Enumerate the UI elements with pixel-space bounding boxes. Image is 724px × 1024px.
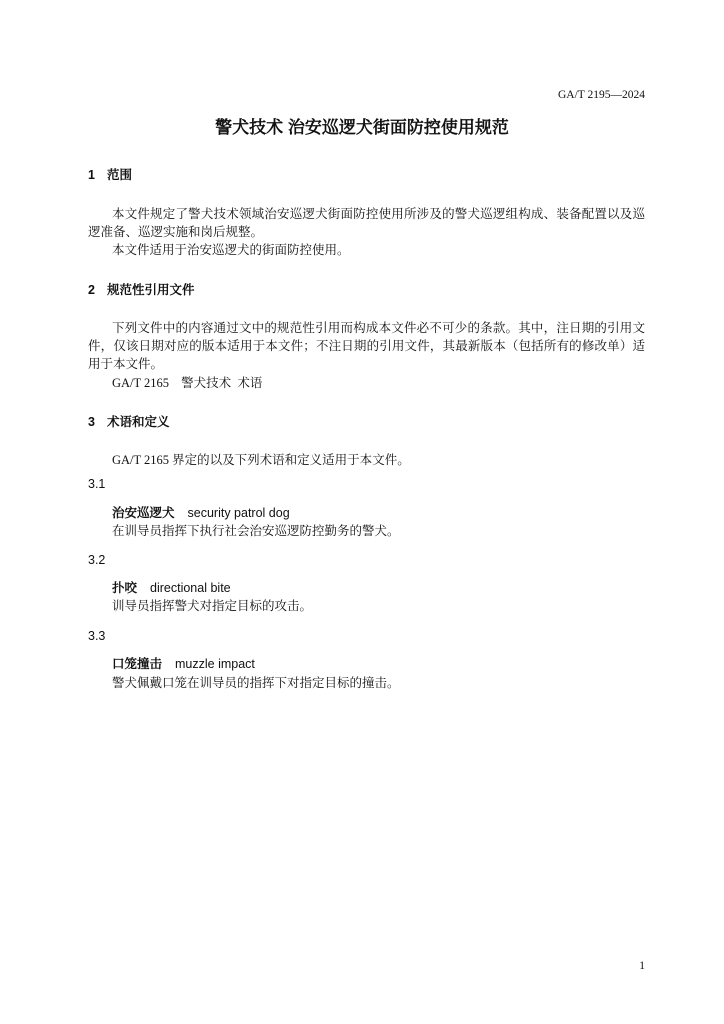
section-title: 规范性引用文件: [107, 283, 195, 297]
term-number: 3.1: [88, 477, 106, 491]
paragraph-line: GA/T 2165 界定的以及下列术语和定义适用于本文件。: [112, 453, 410, 467]
term-chinese: 扑咬: [112, 581, 138, 595]
section-title: 术语和定义: [107, 415, 170, 429]
paragraph-line: 本文件适用于治安巡逻犬的街面防控使用。: [112, 243, 350, 257]
document-number: GA/T 2195—2024: [558, 89, 645, 101]
page-number: 1: [639, 960, 645, 972]
section-heading-2: [88, 281, 195, 299]
term-entry: [112, 655, 645, 673]
term-entry: [112, 504, 645, 522]
term-entry: [112, 579, 645, 597]
term-definition: 训导员指挥警犬对指定目标的攻击。: [112, 599, 313, 613]
term-english: security patrol dog: [187, 506, 290, 520]
section-number: 2: [88, 283, 95, 297]
term-chinese: 治安巡逻犬: [112, 506, 175, 520]
document-title: 警犬技术 治安巡逻犬街面防控使用规范: [215, 118, 509, 137]
term-english: directional bite: [150, 581, 231, 595]
paragraph-line: 件，仅该日期对应的版本适用于本文件；不注日期的引用文件，其最新版本（包括所有的修改单）适: [88, 339, 645, 353]
section-heading-1: [88, 166, 132, 184]
term-number: 3.2: [88, 553, 106, 567]
paragraph-line: 本文件规定了警犬技术领域治安巡逻犬街面防控使用所涉及的警犬巡逻组构成、装备配置以及巡: [112, 207, 645, 221]
paragraph-line: 逻准备、巡逻实施和岗后规整。: [88, 225, 264, 239]
paragraph-line: 下列文件中的内容通过文中的规范性引用而构成本文件必不可少的条款。其中，注日期的引用文: [112, 321, 645, 335]
reference-entry: [112, 374, 645, 392]
section-heading-3: [88, 413, 170, 431]
reference-code: GA/T 2165: [112, 376, 170, 390]
section-title: 范围: [107, 168, 133, 182]
term-definition: 警犬佩戴口笼在训导员的指挥下对指定目标的撞击。: [112, 676, 400, 690]
term-number: 3.3: [88, 629, 106, 643]
term-english: muzzle impact: [175, 657, 255, 671]
paragraph-line: 用于本文件。: [88, 357, 164, 371]
section-number: 1: [88, 168, 95, 182]
term-definition: 在训导员指挥下执行社会治安巡逻防控勤务的警犬。: [112, 524, 400, 538]
term-chinese: 口笼撞击: [112, 657, 163, 671]
reference-title: 警犬技术 术语: [181, 376, 263, 390]
section-number: 3: [88, 415, 95, 429]
